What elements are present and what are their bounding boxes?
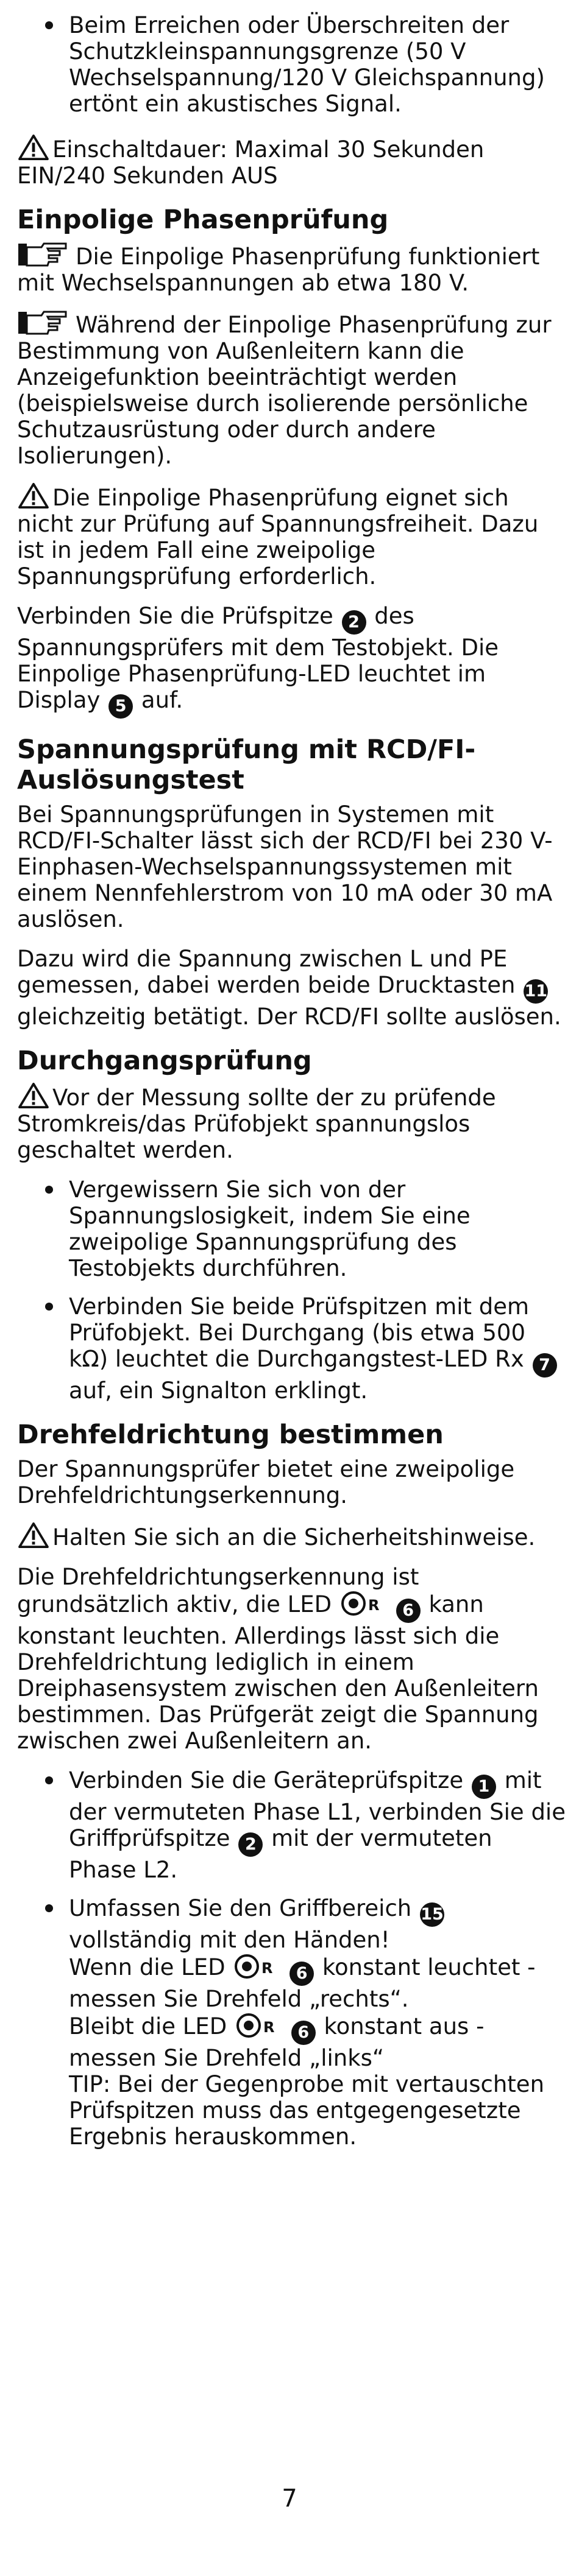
heading-rcd-test: Spannungsprüfung mit RCD/FI-Auslösungstest	[17, 734, 476, 795]
ref-number-badge: 7	[533, 1353, 557, 1378]
svg-text:R: R	[261, 1960, 273, 1977]
ref-number-badge: 15	[420, 1902, 444, 1927]
rotation-paragraph-2: Die Drehfeldrichtungserkennung ist grundsätzlich aktiv, die LED R 6 kann konstant leuchten. Allerdings lässt sich die Drehfeldrichtung lediglich in einem Dreiphasensystem zwischen den Außenleitern bestimmen. Das Prüfgerät zeigt die Spannung zwischen zwei Außenleitern an.	[17, 1564, 539, 1754]
ref-number-badge: 11	[524, 979, 548, 1004]
ref-number-badge: 2	[238, 1832, 263, 1857]
pointing-hand-icon	[17, 309, 68, 336]
warning-phase: Die Einpolige Phasenprüfung eignet sich nicht zur Prüfung auf Spannungsfreiheit. Dazu ist in jedem Fall eine zweipolige Spannungsprüfung erforderlich.	[17, 482, 566, 589]
pointing-hand-icon	[17, 241, 68, 268]
svg-text:R: R	[263, 2019, 275, 2036]
warning-triangle-icon	[17, 482, 50, 509]
bullet-list-top	[17, 12, 566, 117]
warning-continuity: Vor der Messung sollte der zu prüfende Stromkreis/das Prüfobjekt spannungslos geschaltet werden.	[17, 1082, 566, 1163]
list-item: Vergewissern Sie sich von der Spannungslosigkeit, indem Sie eine zweipolige Spannungsprüfung des Testobjekts durchführen.	[17, 1177, 566, 1281]
note-phase-1: Die Einpolige Phasenprüfung funktioniert mit Wechselspannungen ab etwa 180 V.	[17, 241, 566, 296]
heading-phase-test: Einpolige Phasenprüfung	[17, 205, 389, 235]
note-phase-2: Während der Einpolige Phasenprüfung zur Bestimmung von Außenleitern kann die Anzeigefunktion beeinträchtigt werden (beispielsweise durch isolierende persönliche Schutzausrüstung oder durch andere Isolierungen).	[17, 309, 566, 469]
bullet-dot	[45, 21, 53, 29]
duty-warning: Einschaltdauer: Maximal 30 Sekunden EIN/240 Sekunden AUS	[17, 134, 566, 189]
bullet-dot	[45, 1303, 53, 1311]
connect-phase: Verbinden Sie die Prüfspitze 2 des Spannungsprüfers mit dem Testobjekt. Die Einpolige Phasenprüfung-LED leuchtet im Display 5 auf.	[17, 603, 566, 719]
bullet-dot	[45, 1186, 53, 1194]
list-item: Beim Erreichen oder Überschreiten der Schutzkleinspannungsgrenze (50 V Wechselspannung/120 V Gleichspannung) ertönt ein akustisches Signal.	[17, 12, 566, 117]
rotation-paragraph-1: Der Spannungsprüfer bietet eine zweipolige Drehfeldrichtungserkennung.	[17, 1456, 515, 1508]
heading-rotation: Drehfeldrichtung bestimmen	[17, 1420, 444, 1450]
ref-number-badge: 5	[108, 694, 133, 719]
warning-triangle-icon	[17, 1082, 50, 1109]
rotation-led-icon	[233, 1953, 280, 1980]
ref-number-badge: 6	[396, 1599, 421, 1623]
list-item: Verbinden Sie beide Prüfspitzen mit dem Prüfobjekt. Bei Durchgang (bis etwa 500 kΩ) leuchtet die Durchgangstest-LED Rx 7 auf, ein Signalton erklingt.	[17, 1293, 566, 1404]
ref-number-badge: 2	[342, 610, 366, 635]
bullet-dot	[45, 1776, 53, 1784]
manual-page	[17, 12, 566, 2163]
list-item: Verbinden Sie die Geräteprüfspitze 1 mit der vermuteten Phase L1, verbinden Sie die Griffprüfspitze 2 mit der vermuteten Phase L2.	[17, 1767, 566, 1883]
list-item: Umfassen Sie den Griffbereich 15 vollständig mit den Händen! Wenn die LED R 6 konstant leuchtet - messen Sie Drehfeld „rechts“. Bleibt die LED R 6 konstant aus - messen Sie Drehfeld „links“ TIP: Bei der Gegenprobe mit vertauschten Prüfspitzen muss das entgegengesetzte Ergebnis herauskommen.	[17, 1895, 566, 2150]
bullet-dot	[45, 1904, 53, 1912]
warning-triangle-icon	[17, 1522, 50, 1549]
ref-number-badge: 1	[472, 1775, 496, 1799]
svg-text:R: R	[368, 1597, 380, 1614]
rcd-paragraph-2: Dazu wird die Spannung zwischen L und PE gemessen, dabei werden beide Drucktasten 11 gleichzeitig betätigt. Der RCD/FI sollte auslösen.	[17, 946, 561, 1030]
rotation-steps	[17, 1767, 566, 2150]
ref-number-badge: 6	[291, 2021, 316, 2045]
ref-number-badge: 6	[290, 1962, 314, 1986]
rcd-paragraph-1: Bei Spannungsprüfungen in Systemen mit RCD/FI-Schalter lässt sich der RCD/FI bei 230 V-Einphasen-Wechselspannungssystemen mit einem Nennfehlerstrom von 10 mA oder 30 mA auslösen.	[17, 801, 553, 932]
warning-rotation: Halten Sie sich an die Sicherheitshinweise.	[17, 1522, 566, 1550]
heading-continuity: Durchgangsprüfung	[17, 1046, 312, 1076]
page-number: 7	[282, 2485, 297, 2513]
continuity-steps	[17, 1177, 566, 1404]
rotation-led-icon	[340, 1590, 386, 1617]
rotation-led-icon	[235, 2012, 282, 2039]
warning-triangle-icon	[17, 134, 50, 161]
